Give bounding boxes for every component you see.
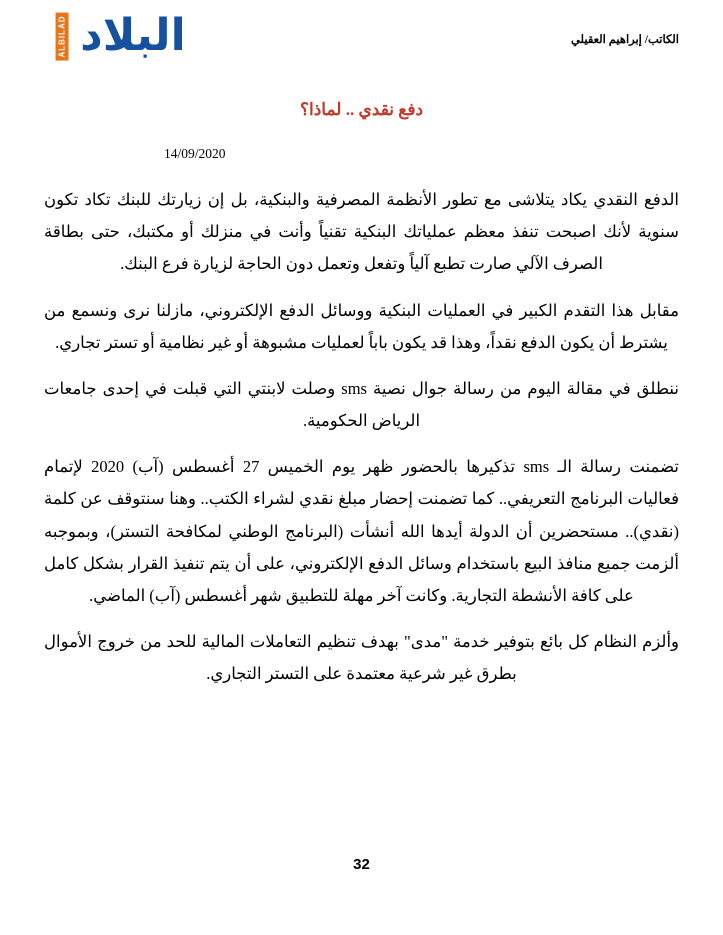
paragraph: وألزم النظام كل بائع بتوفير خدمة "مدى" بهدف تنظيم التعاملات المالية للحد من خروج الأموال بطرق غير شرعية معتمدة على التستر التجاري.: [44, 632, 679, 684]
albilad-logo: [44, 10, 186, 61]
logo-wordmark: البلاد: [80, 10, 186, 61]
paragraph: ننطلق في مقالة اليوم من رسالة جوال نصية sms وصلت لابنتي التي قبلت في إحدى جامعات الرياض الحكومية.: [44, 378, 679, 431]
author-byline: الكاتب/ إبراهيم العقيلي: [570, 34, 679, 46]
page-number: 32: [353, 856, 370, 873]
logo-latin-badge: ALBILAD: [56, 12, 69, 60]
paragraph: الدفع النقدي يكاد يتلاشى مع تطور الأنظمة المصرفية والبنكية، بل إن زيارتك للبنك تكاد تكون سنوية لأنك اصبحت تنفذ معظم عملياتك البنكية تقنياً وأنت في منزلك أو مكتبك، حتى بطاقة الصرف الآلي صارت تطبع آلياً وتفعل وتعمل دون الحاجة لزيارة فرع البنك.: [44, 190, 679, 274]
paragraph: مقابل هذا التقدم الكبير في العمليات البنكية ووسائل الدفع الإلكتروني، مازلنا نرى ونسمع من يشترط أن يكون الدفع نقداً، وهذا قد يكون باباً لعمليات مشبوهة أو غير نظامية أو تستر تجاري.: [44, 300, 679, 352]
page-header: [44, 0, 679, 84]
paragraph: تضمنت رسالة الـ sms تذكيرها بالحضور ظهر يوم الخميس 27 أغسطس (آب) 2020 لإتمام فعاليات البرنامج التعريفي.. كما تضمنت إحضار مبلغ نقدي لشراء الكتب.. وهنا سنتوقف عن كلمة (نقدي).. مستحضرين أن الدولة أيدها الله أنشأت (البرنامج الوطني لمكافحة التستر)، وبموجبه ألزمت جميع منافذ البيع باستخدام وسائل الدفع الإلكتروني، على أن يتم تنفيذ القرار بشكل كامل على كافة الأنشطة التجارية. وكانت آخر مهلة للتطبيق شهر أغسطس (آب) الماضي.: [44, 457, 679, 605]
page-title: دفع نقدي .. لماذا؟: [299, 100, 424, 119]
article-date: 14/09/2020: [164, 146, 226, 161]
article-body: [44, 184, 679, 690]
